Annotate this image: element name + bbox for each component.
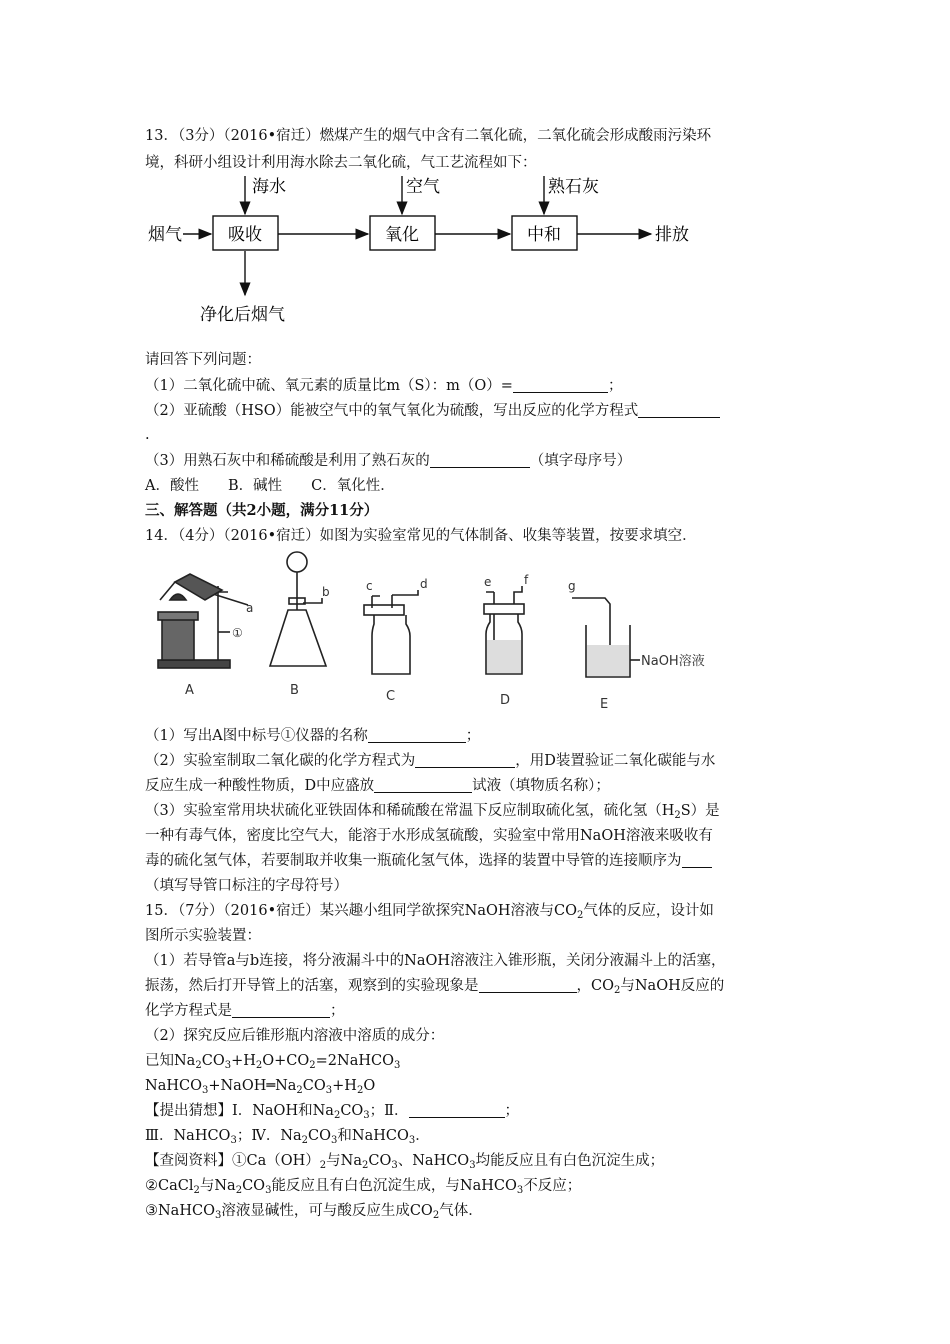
port-label-g: g	[568, 579, 576, 593]
apparatus-label-a: A	[185, 683, 194, 698]
flow-feed-air: 空气	[406, 177, 440, 197]
flow-box-absorb-label: 吸收	[228, 225, 262, 245]
q15-equation-1: 已知$Na_2CO_3+H_2O+CO_2=2NaHCO_3$	[145, 1053, 401, 1071]
answer-blank[interactable]	[409, 1102, 505, 1118]
apparatus-label-b: B	[290, 683, 299, 698]
q13-line2: 境，科研小组设计利用海水除去二氧化硫，气工艺流程如下：	[145, 155, 537, 171]
apparatus-a	[158, 574, 248, 668]
q13-part3: （3）用熟石灰中和稀硫酸是利用了熟石灰的 （填字母序号）	[145, 453, 632, 469]
q13-prompt: 请回答下列问题：	[145, 352, 261, 368]
q15-part1: （1）若导管a与b连接，将分液漏斗中的NaOH溶液注入锥形瓶，关闭分液漏斗上的活塞，	[145, 953, 726, 969]
q14-part1: （1）写出A图中标号①仪器的名称 ；	[145, 728, 481, 744]
q15-hypothesis-1: 【提出猜想】Ⅰ．NaOH和$Na_2CO_3$；Ⅱ． ；	[145, 1103, 520, 1121]
flow-feed-seawater: 海水	[252, 177, 286, 197]
port-label-c: c	[366, 579, 373, 593]
apparatus-label-c: C	[386, 689, 396, 704]
flow-box-oxidize-label: 氧化	[385, 225, 419, 245]
answer-blank[interactable]	[479, 977, 577, 993]
q15-line2: 图所示实验装置：	[145, 928, 261, 944]
apparatus-e	[572, 598, 640, 677]
naoh-solution-label: NaOH溶液	[641, 654, 705, 669]
q15-part1-cont2: 化学方程式是 ；	[145, 1003, 345, 1019]
section-3-heading: 三、解答题（共2小题，满分11分）	[145, 502, 379, 519]
flow-box-neutralize-label: 中和	[527, 225, 561, 245]
q14-part2-cont: 反应生成一种酸性物质，D中应盛放 试液（填物质名称）；	[145, 778, 610, 794]
apparatus-label-d: D	[500, 693, 511, 708]
q15-part2: （2）探究反应后锥形瓶内溶液中溶质的成分：	[145, 1028, 445, 1044]
apparatus-label-e: E	[600, 697, 609, 712]
q13-part1: （1）二氧化硫中硫、氧元素的质量比m（S）：m（O）= ；	[145, 378, 623, 394]
q14-part3: （3）实验室常用块状硫化亚铁固体和稀硫酸在常温下反应制取硫化氢，硫化氢$(H_2S)$是	[145, 803, 720, 821]
q13-options: A．酸性 B．碱性 C．氧化性．	[145, 478, 395, 494]
answer-blank[interactable]	[682, 852, 712, 868]
answer-blank[interactable]	[374, 777, 472, 793]
q15-hypothesis-2: Ⅲ．NaHCO$_3$；Ⅳ．$Na_2CO_3$和NaHCO$_3$．	[145, 1128, 430, 1146]
port-label-f: f	[524, 573, 529, 587]
q14-part3-cont1: 一种有毒气体，密度比空气大，能溶于水形成氢硫酸，实验室中常用NaOH溶液来吸收有	[145, 828, 713, 844]
q15-equation-2: $NaHCO_3+NaOH═Na_2CO_3+H_2O$	[145, 1078, 376, 1096]
port-label-1: ①	[232, 626, 243, 640]
q14-part3-cont2: 毒的硫化氢气体，若要制取并收集一瓶硫化氢气体，选择的装置中导管的连接顺序为	[145, 849, 825, 873]
q15-part1-cont1: 振荡，然后打开导管上的活塞，观察到的实验现象是 ，$CO_2$与NaOH反应的	[145, 978, 725, 996]
q13-part2-dot: .	[145, 427, 150, 443]
q14-part3-cont3: （填写导管口标注的字母符号）	[145, 878, 348, 894]
port-label-a: a	[246, 601, 254, 615]
port-label-b: b	[322, 585, 330, 599]
q15-reference-1: 【查阅资料】$①Ca(OH)_2$与$Na_2CO_3$、NaHCO$_3$均能反应且有白色沉淀生成；	[145, 1153, 665, 1171]
q14-line1: 14．（4分）（2016•宿迁）如图为实验室常见的气体制备、收集等装置，按要求填空．	[145, 528, 697, 544]
q13-line1: 13．（3分）（2016•宿迁）燃煤产生的烟气中含有二氧化硫，二氧化硫会形成酸雨污染环	[145, 128, 712, 144]
answer-blank[interactable]	[368, 727, 466, 743]
port-label-e: e	[484, 575, 492, 589]
q13-part2: （2）亚硫酸（HSO）能被空气中的氧气氧化为硫酸，写出反应的化学方程式	[145, 399, 825, 428]
flow-output-bottom-label: 净化后烟气	[200, 305, 285, 325]
apparatus-c	[364, 590, 418, 674]
answer-blank[interactable]	[415, 752, 515, 768]
q15-reference-3: ③NaHCO$_3$溶液显碱性，可与酸反应生成$CO_2$气体．	[145, 1203, 483, 1221]
q15-reference-2: ②CaCl$_2$与$Na_2CO_3$能反应且有白色沉淀生成，与NaHCO$_3$不反应；	[145, 1178, 582, 1196]
flow-feed-lime: 熟石灰	[548, 177, 599, 197]
apparatus-b	[270, 552, 326, 666]
port-label-d: d	[420, 577, 428, 591]
flow-input-label: 烟气	[148, 225, 182, 245]
answer-blank[interactable]	[232, 1002, 330, 1018]
q14-part2: （2）实验室制取二氧化碳的化学方程式为 ，用D装置验证二氧化碳能与水	[145, 753, 716, 769]
apparatus-d	[484, 586, 524, 674]
q15-line1: 15．（7分）（2016•宿迁）某兴趣小组同学欲探究NaOH溶液与$CO_2$气体的反应，设计如	[145, 903, 714, 921]
flow-output-right-label: 排放	[655, 225, 689, 245]
